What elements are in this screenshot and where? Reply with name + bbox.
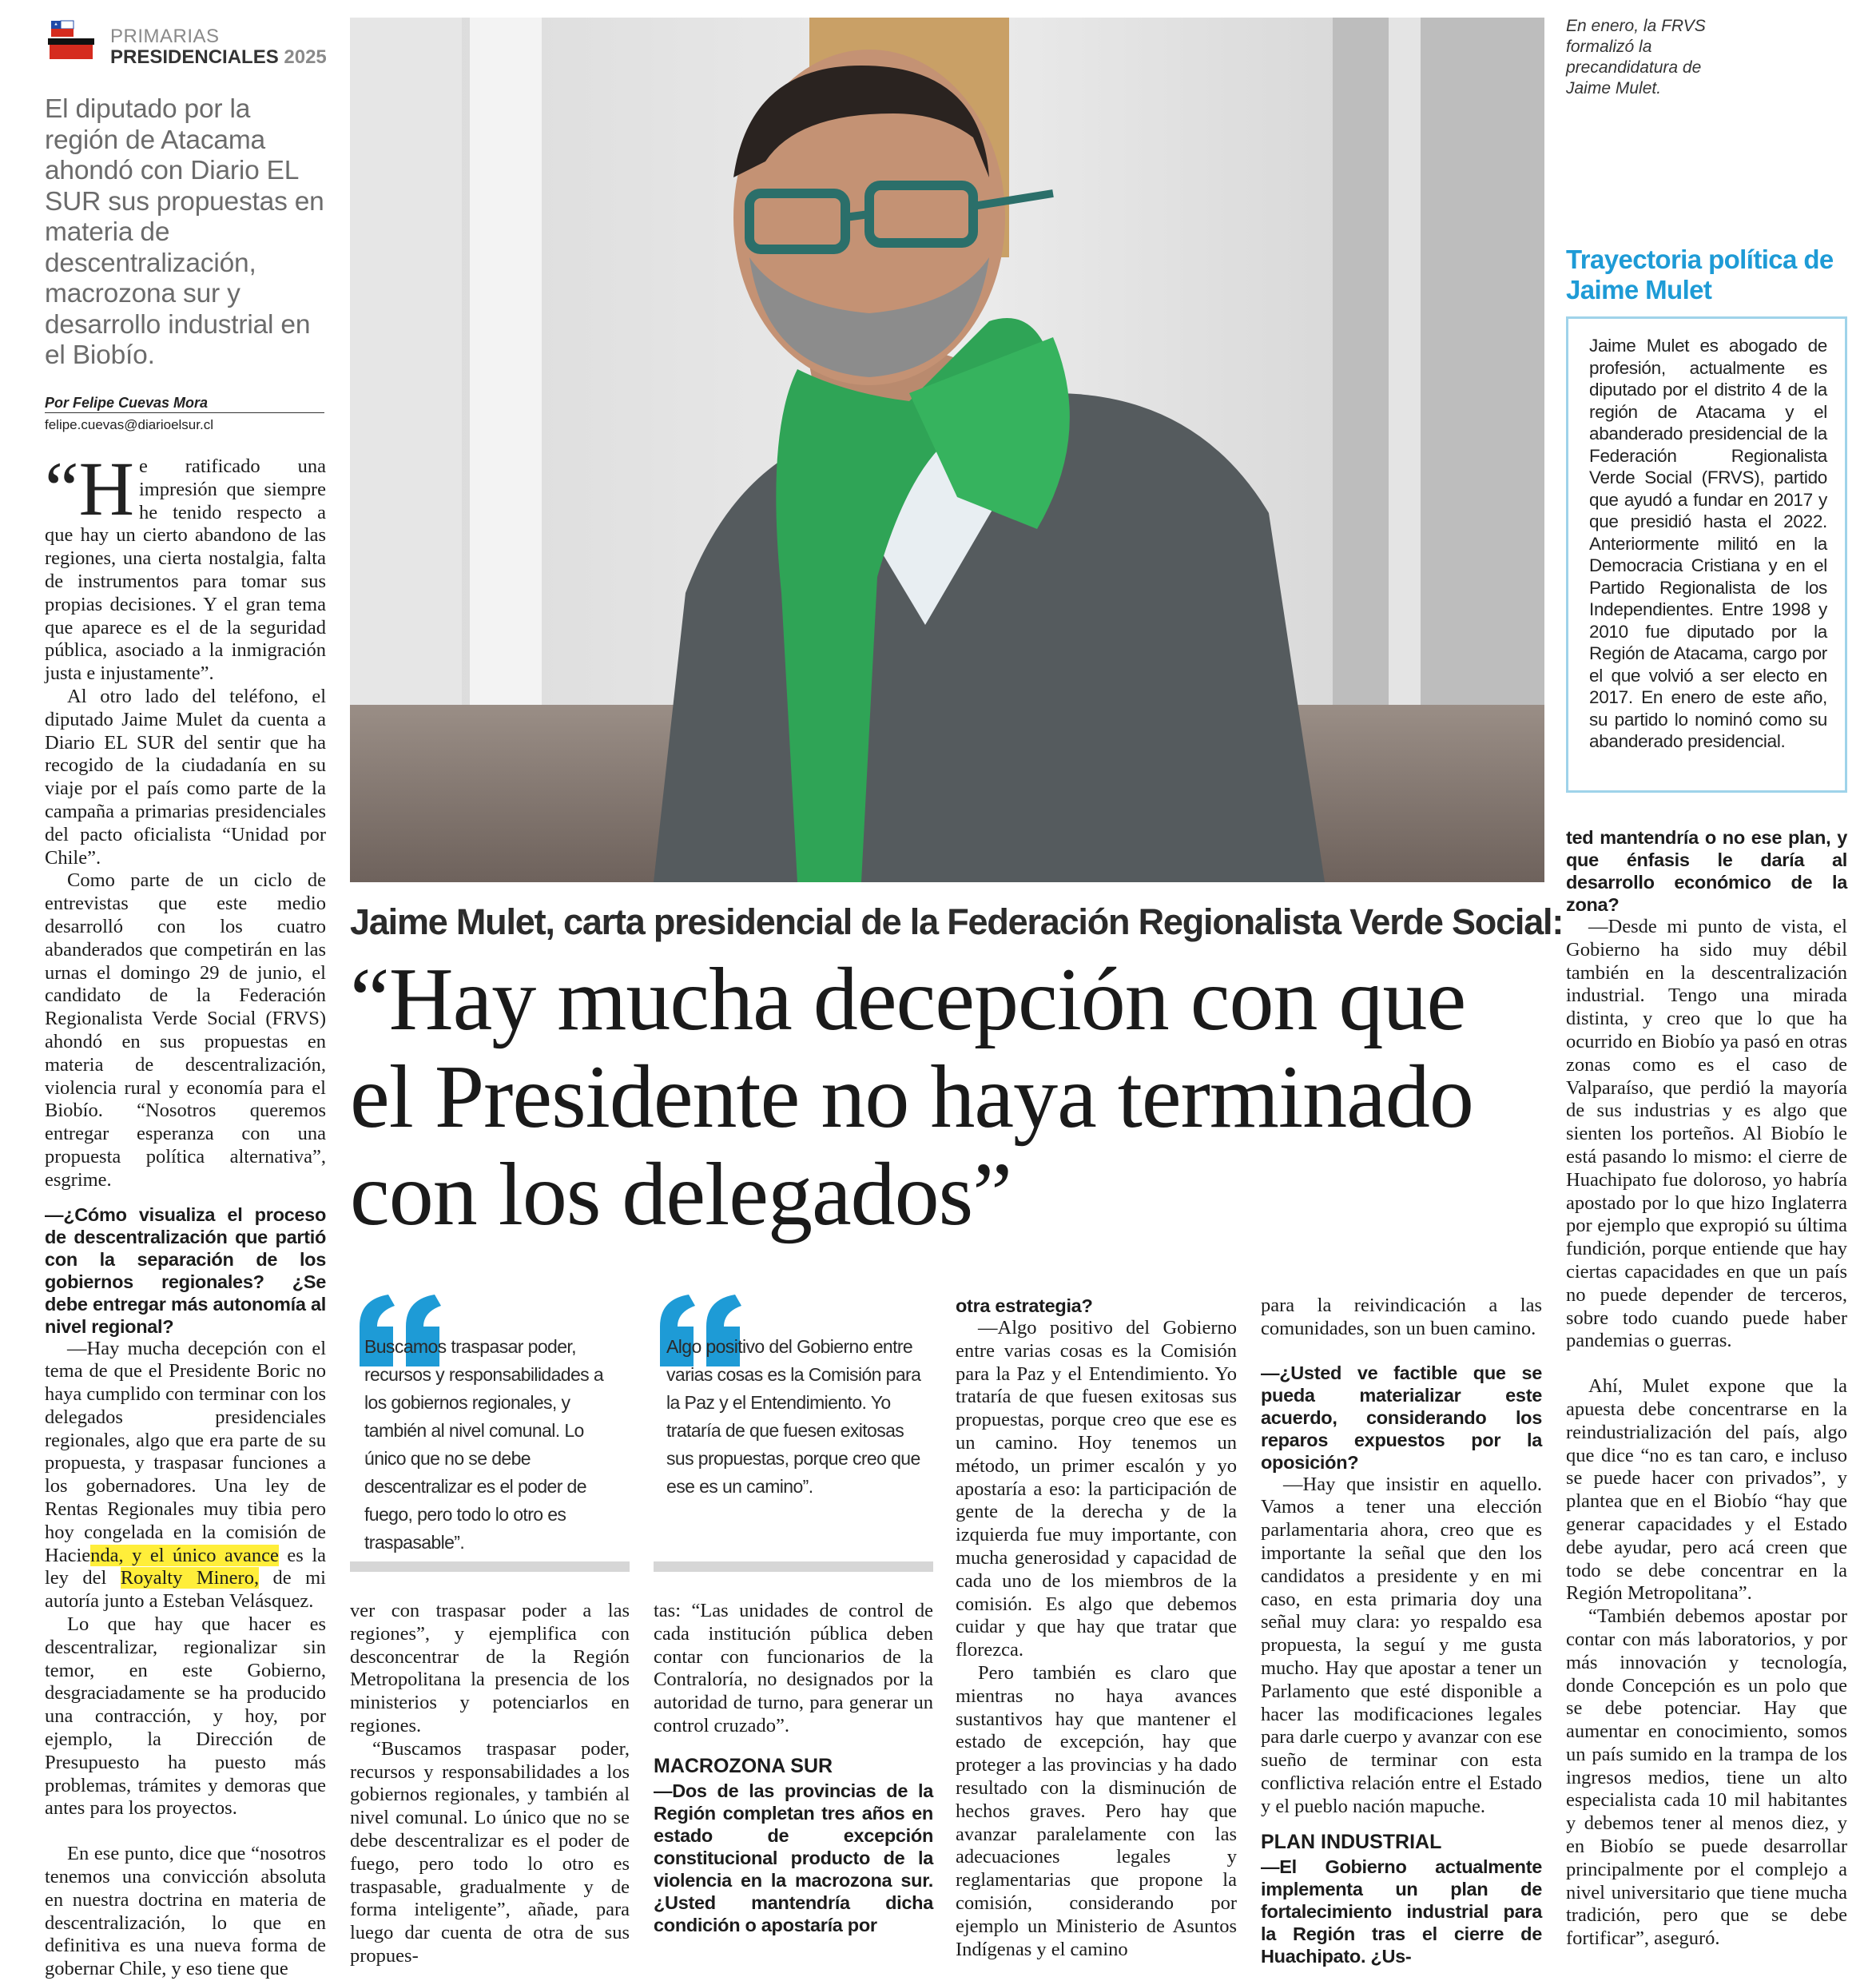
interview-question: —El Gobierno actualmente implementa un plan de fortalecimiento industrial para la Región tras el cierre de Huachipato. ¿Us- — [1261, 1856, 1542, 1967]
answer-text: de mi autoría junto a Esteban Velásquez. — [45, 1567, 326, 1613]
lede: El diputado por la región de Atacama ahondó con Diario EL SUR sus propuestas en materia de descentralización, macrozona sur y desarrollo industrial en el Biobío. — [45, 94, 324, 370]
ballot-box-icon — [48, 19, 94, 61]
photo-caption: En enero, la FRVS formalizó la precandidatura de Jaime Mulet. — [1566, 17, 1706, 97]
drop-cap — [45, 446, 134, 531]
section-logo — [48, 19, 94, 61]
paragraph: —Hay que insistir en aquello. Vamos a tener una elección parlamentaria ahora, creo que es importante la señal que den los candidatos a presidente y en mi caso, en esta primaria doy una señal muy clara: yo respaldo esa propuesta, la seguí y me gusta mucho. Hay que apostar a tener un Parlamento que esté disponible a hacer las modificaciones legales para darle cuerpo y avanzar con ese sueño de terminar con esta conflictiva relación entre el Estado y el pueblo nación mapuche. — [1261, 1473, 1542, 1817]
interview-question-end: ted mantendría o no ese plan, y que énfasis le daría al desarrollo económico de la zona? — [1566, 827, 1847, 915]
section-label: PRIMARIAS — [110, 26, 220, 47]
answer-text: —Hay mucha decepción con el tema de que el Presidente Boric no haya cumplido con terminar con los delegados presidenciales regionales, algo que era parte de su propuesta, y traspasar funciones a los gobernadores. Una ley de Rentas Regionales muy tibia pero hoy congelada en la comisión de Hacie — [45, 1337, 326, 1566]
interview-question: —Dos de las provincias de la Región completan tres años en estado de excepción constitucional producto de la violencia en la macrozona sur. ¿Usted mantendría dicha condición o apostaría por — [654, 1780, 933, 1935]
sidebar-title: Trayectoria política de Jaime Mulet — [1566, 245, 1834, 304]
drop-cap-letter: H — [78, 446, 134, 531]
interview-question: —¿Usted ve factible que se pueda materializar este acuerdo, considerando los reparos expuestos por la oposición? — [1261, 1362, 1542, 1473]
opening-paragraph — [45, 446, 326, 686]
paragraph: —Algo positivo del Gobierno entre varias cosas es la Comisión para la Paz y el Entendimiento. Yo trataría de que fuesen exitosas sus propuestas, porque creo que ese es un camino. Hoy tenemos un método, un primer escalón y yo apostaría a eso: la participación de gente de la derecha y de la izquierda fue muy importante, con mucha generosidad y capacidad de cada uno de los miembros de la comisión. Es algo que debemos cuidar y que hay que tratar que florezca. — [956, 1317, 1237, 1661]
highlighted-text: nda, y el único avance — [90, 1544, 279, 1566]
headline: “Hay mucha decepción con que el Presidente no haya terminado con los delegados” — [350, 950, 1473, 1244]
paragraph: “También debemos apostar por contar con más laboratorios, y por más innovación y tecnología, donde Concepción es un polo que se debe potenciar. Hay que aumentar en conocimiento, somos un país sumido en la trampa de los ingresos medios, tiene un alto especialista cada 10 mil habitantes y debemos tener al menos diez, y en Biobío se puede desarrollar principalmente por el complejo a nivel universitario que tiene mucha tradición, pero que se debe fortificar”, aseguró. — [1566, 1605, 1847, 1950]
interview-question-end: otra estrategia? — [956, 1295, 1093, 1316]
paragraph: ver con traspasar poder a las regiones”, y ejemplifica con desconcentrar de la Región Metropolitana la presencia de los ministerios y potenciarlos en regiones. — [350, 1600, 630, 1736]
paragraph: tas: “Las unidades de control de cada institución pública deben contar con funcionarios de la Contraloría, no designados por la autoridad de turno, para generar un control cruzado”. — [654, 1600, 933, 1736]
subhead-plan-industrial: PLAN INDUSTRIAL — [1261, 1830, 1442, 1853]
byline-author: Por Felipe Cuevas Mora — [45, 395, 209, 411]
paragraph: —Desde mi punto de vista, el Gobierno ha sido muy débil también en la descentralización industrial. Tengo una mirada distinta, y creo que lo que ha ocurrido en Biobío ya pasó en otras zonas como es el caso de Valparaíso, que perdió la mayoría de sus industrias y es algo que sienten los porteños. Al Biobío le está pasando lo mismo: el cierre de Huachipato fue doloroso, yo habría apostado por lo que hizo Inglaterra por ejemplo que expropió su última fundición, porque entiende que hay ciertas capacidades en que un país no puede depender de terceros, sobre todo cuando puede haber pandemias o guerras. — [1566, 916, 1847, 1352]
pull-quote-1-bar — [350, 1561, 630, 1572]
section-title-text: PRESIDENCIALES — [110, 46, 279, 68]
paragraph: “Buscamos traspasar poder, recursos y responsabilidades a los gobiernos regionales, y también al nivel comunal. Lo único que no se debe descentralizar es el poder de fuego, pero todo lo otro es traspasable, gradualmente y de forma inteligente”, añade, para luego dar cuenta de otra de sus propues- — [350, 1737, 630, 1967]
article-column-2 — [350, 1600, 630, 1967]
answer-paragraph — [45, 1338, 326, 1614]
section-year: 2025 — [284, 46, 327, 68]
pull-quote-2-bar — [654, 1561, 933, 1572]
paragraph: para la reivindicación a las comunidades, son un buen camino. — [1261, 1295, 1542, 1339]
pull-quote-2: Algo positivo del Gobierno entre varias cosas es la Comisión para la Paz y el Entendimiento. Yo trataría de que fuesen exitosas sus propuestas, porque creo que ese es un camino”. — [666, 1336, 921, 1497]
article-column-4 — [956, 1295, 1237, 1960]
byline-email: felipe.cuevas@diarioelsur.cl — [45, 417, 213, 432]
drop-cap-quote: “ — [45, 446, 79, 531]
sidebar-text: Jaime Mulet es abogado de profesión, actualmente es diputado por el distrito 4 de la región de Atacama y el abanderado presidencial de la Federación Regionalista Verde Social (FRVS), partido que ayudó a fundar en 2017 y que presidió hasta el 2022. Anteriormente militó en la Democracia Cristiana y en el Partido Regionalista de los Independientes. Entre 1998 y 2010 fue diputado por la Región de Atacama, cargo por el que volvió a ser electo en 2017. En enero de este año, su partido lo nominó como su abanderado presidencial. — [1589, 336, 1827, 751]
paragraph: Pero también es claro que mientras no haya avances sustantivos hay que mantener el estado de excepción, hay que proteger a las provincias y ha dado resultado con la disminución de hechos graves. Pero hay que avanzar paralelamente con las adecuaciones legales y reglamentarias que propone la comisión, considerando por ejemplo un Ministerio de Asuntos Indígenas y el camino — [956, 1661, 1237, 1960]
highlighted-text: Royalty Minero, — [120, 1567, 260, 1589]
pull-quote-1: Buscamos traspasar poder, recursos y responsabilidades a los gobiernos regionales, y también al nivel comunal. Lo único que no se debe descentralizar es el poder de fuego, pero todo lo otro es traspasable”. — [364, 1336, 604, 1553]
subhead-macrozona: MACROZONA SUR — [654, 1754, 833, 1777]
paragraph: En ese punto, dice que “nosotros tenemos una convicción absoluta en nuestra doctrina en materia de descentralización, lo que en definitiva es una nueva forma de gobernar Chile, y eso tiene que — [45, 1843, 326, 1980]
article-column-1 — [45, 446, 327, 1980]
paragraph: Como parte de un ciclo de entrevistas que este medio desarrolló con los cuatro abanderados que competirán en las urnas el domingo 29 de junio, el candidato de la Federación Regionalista Verde Social (FRVS) ahondó en sus propuestas en materia de descentralización, violencia rural y economía para el Biobío. “Nosotros queremos entregar esperanza con una propuesta política alternativa”, esgrime. — [45, 869, 326, 1191]
paragraph: Ahí, Mulet expone que la apuesta debe concentrarse en la reindustrialización del país, algo que dice “no es tan caro, e incluso se puede hacer con privados”, y plantea que en el Biobío “hay que generar capacidades y el Estado debe ayudar, pero acá creen que todo se debe concentrar en la Región Metropolitana”. — [1566, 1375, 1847, 1605]
article-column-6 — [1566, 826, 1847, 1950]
opening-text: e ratificado una impresión que siempre he tenido respecto a que hay un cierto abandono de las regiones, una cierta nostalgia, falta de instrumentos para tomar sus propias decisiones. Y el gran tema que aparece es el de la seguridad pública, asociado a la inmigración justa e injustamente”. — [45, 455, 326, 685]
paragraph: Al otro lado del teléfono, el diputado Jaime Mulet da cuenta a Diario EL SUR del sentir que ha recogido de la ciudadanía en su viaje por el país como parte de la campaña a primarias presidenciales del pacto oficialista “Unidad por Chile”. — [45, 685, 326, 869]
interview-question: —¿Cómo visualiza el proceso de descentralización que partió con la separación de los gobiernos regionales? ¿Se debe entregar más autonomía al nivel regional? — [45, 1203, 326, 1337]
section-title — [110, 46, 327, 69]
sidebar-box — [1566, 316, 1847, 793]
article-column-5 — [1261, 1295, 1542, 1967]
paragraph: Lo que hay que hacer es descentralizar, regionalizar sin temor, en este Gobierno, desgraciadamente se ha producido una contracción, y hoy, por ejemplo, la Dirección de Presupuesto ha puesto más problemas, trámites y demoras que antes para los proyectos. — [45, 1613, 326, 1820]
main-photo — [350, 18, 1544, 882]
portrait-illustration — [350, 18, 1544, 882]
byline-rule — [45, 412, 324, 413]
headline-kicker: Jaime Mulet, carta presidencial de la Federación Regionalista Verde Social: — [350, 901, 1564, 942]
article-column-3 — [654, 1600, 933, 1943]
answer-text: es la ley del — [45, 1544, 327, 1589]
